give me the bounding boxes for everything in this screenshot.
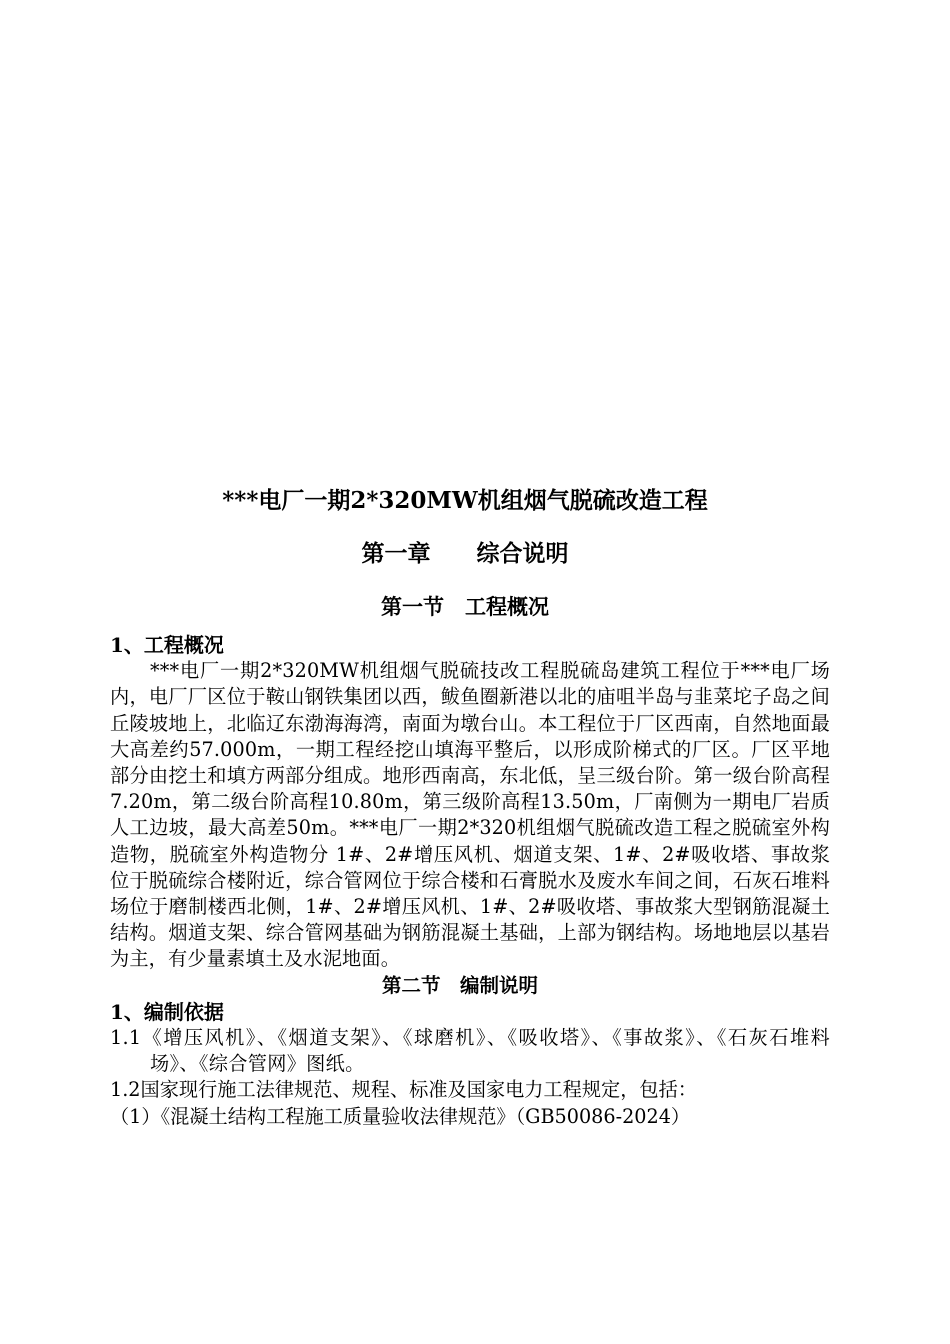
document-title: ***电厂一期2*320MW机组烟气脱硫改造工程 — [222, 487, 708, 514]
chapter-title: 第一章 综合说明 — [361, 540, 569, 567]
basis-item-1-2: 1.2国家现行施工法律规范、规程、标准及国家电力工程规定，包括： — [110, 1078, 697, 1102]
section-2-heading: 1、编制依据 — [110, 999, 224, 1024]
section-1-title: 第一节 工程概况 — [381, 594, 549, 619]
document-body — [110, 632, 830, 1130]
section-1-heading: 1、工程概况 — [110, 633, 224, 657]
basis-item-1-1: 1.1《增压风机》、《烟道支架》、《球磨机》、《吸收塔》、《事故浆》、《石灰石堆料场》、《综合管网》图纸。 — [110, 1026, 830, 1076]
basis-item-1-2-1: （1）《混凝土结构工程施工质量验收法律规范》（GB50086-2024） — [110, 1104, 691, 1128]
section-2-title: 第二节 编制说明 — [381, 973, 538, 997]
project-overview-paragraph: ***电厂一期2*320MW机组烟气脱硫技改工程脱硫岛建筑工程位于***电厂场内，电厂厂区位于鞍山钢铁集团以西，鲅鱼圈新港以北的庙咀半岛与韭菜坨子岛之间丘陵坡地上，北临辽东渤海海湾，南面为墩台山。本工程位于厂区西南，自然地面最大高差约57.000m，一期工程经挖山填海平整后，以形成阶梯式的厂区。厂区平地部分由挖土和填方两部分组成。地形西南高，东北低，呈三级台阶。第一级台阶高程7.20m，第二级台阶高程10.80m，第三级阶高程13.50m，厂南侧为一期电厂岩质人工边坡，最大高差50m。***电厂一期2*320机组烟气脱硫改造工程之脱硫室外构造物，脱硫室外构造物分 1#、2#增压风机、烟道支架、1#、2#吸收塔、事故浆位于脱硫综合楼附近，综合管网位于综合楼和石膏脱水及废水车间之间，石灰石堆料场位于磨制楼西北侧，1#、2#增压风机、1#、2#吸收塔、事故浆大型钢筋混凝土结构。烟道支架、综合管网基础为钢筋混凝土基础，上部为钢结构。场地地层以基岩为主，有少量素填土及水泥地面。 — [110, 659, 830, 971]
